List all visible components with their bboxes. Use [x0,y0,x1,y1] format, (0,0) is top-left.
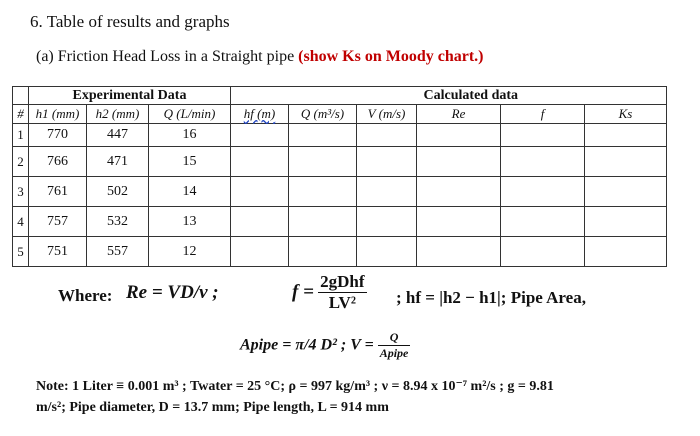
cell-hf [231,207,289,237]
cell-hf [231,177,289,207]
cell-q-m3s [289,177,357,207]
cell-h2: 447 [87,124,149,147]
cell-q: 12 [149,237,231,267]
col-header-hf [231,105,289,124]
cell-h2: 557 [87,237,149,267]
row-index: 2 [13,147,29,177]
reynolds-formula: Re = VD/ν ; [126,282,219,303]
section-heading: 6. Table of results and graphs [30,12,230,31]
col-header-q-lpm: Q (L/min) [149,105,231,124]
table-row [13,207,667,237]
where-label: Where: [58,286,113,305]
friction-formula [292,272,367,313]
cell-ks [585,124,667,147]
cell-q-m3s [289,237,357,267]
headloss-formula: ; hf = |h2 − h1|; Pipe Area, [396,288,586,307]
friction-fraction [318,272,366,313]
cell-h2: 471 [87,147,149,177]
col-header-h1: h1 (mm) [29,105,87,124]
table-row [13,124,667,147]
cell-h1: 761 [29,177,87,207]
cell-re [417,124,501,147]
cell-f [501,124,585,147]
cell-f [501,237,585,267]
cell-v [357,124,417,147]
cell-v [357,207,417,237]
row-index: 5 [13,237,29,267]
results-table [12,86,667,267]
table-row [13,177,667,207]
col-header-hf-text: hf (m) [243,106,276,121]
cell-hf [231,124,289,147]
cell-re [417,177,501,207]
cell-f [501,207,585,237]
cell-h1: 751 [29,237,87,267]
cell-h1: 757 [29,207,87,237]
cell-h1: 766 [29,147,87,177]
row-index: 3 [13,177,29,207]
note-line-2: m/s²; Pipe diameter, D = 13.7 mm; Pipe length, L = 914 mm [36,400,389,415]
cell-f [501,147,585,177]
col-header-h2: h2 (mm) [87,105,149,124]
velocity-numerator: Q [378,330,411,346]
cell-f [501,177,585,207]
friction-denominator: LV² [328,293,356,312]
table-row [13,147,667,177]
cell-h2: 502 [87,177,149,207]
table-row [13,237,667,267]
row-index: 1 [13,124,29,147]
cell-v [357,147,417,177]
cell-q: 14 [149,177,231,207]
cell-hf [231,237,289,267]
cell-h2: 532 [87,207,149,237]
col-header-f: f [501,105,585,124]
note-block [36,376,646,418]
area-mid: π/4 D² ; V = [295,336,374,354]
subheading [36,48,484,66]
cell-v [357,177,417,207]
friction-numerator: 2gDhf [320,272,365,291]
cell-q-m3s [289,124,357,147]
cell-re [417,237,501,267]
cell-q-m3s [289,147,357,177]
velocity-fraction [378,330,411,361]
cell-h1: 770 [29,124,87,147]
col-header-q-m3s: Q (m³/s) [289,105,357,124]
cell-v [357,237,417,267]
cell-q: 16 [149,124,231,147]
corner-cell [13,87,29,105]
cell-ks [585,237,667,267]
cell-ks [585,147,667,177]
group-experimental: Experimental Data [29,87,231,105]
cell-ks [585,207,667,237]
col-header-v: V (m/s) [357,105,417,124]
area-formula [240,330,410,361]
col-header-re: Re [417,105,501,124]
friction-lhs: f = [292,281,314,303]
area-lhs: Apipe = [240,336,292,354]
cell-ks [585,177,667,207]
velocity-denominator: Apipe [379,346,409,360]
col-header-index: # [13,105,29,124]
note-line-1: Note: 1 Liter ≡ 0.001 m³ ; Twater = 25 °C; ρ = 997 kg/m³ ; ν = 8.94 x 10⁻⁷ m²/s ; g = 9.81 [36,379,554,394]
cell-re [417,147,501,177]
subheading-text: (a) Friction Head Loss in a Straight pipe [36,48,299,65]
cell-q: 15 [149,147,231,177]
cell-q-m3s [289,207,357,237]
subheading-highlight: (show Ks on Moody chart.) [298,48,484,65]
group-calculated: Calculated data [231,87,667,105]
row-index: 4 [13,207,29,237]
cell-re [417,207,501,237]
col-header-ks: Ks [585,105,667,124]
cell-hf [231,147,289,177]
cell-q: 13 [149,207,231,237]
